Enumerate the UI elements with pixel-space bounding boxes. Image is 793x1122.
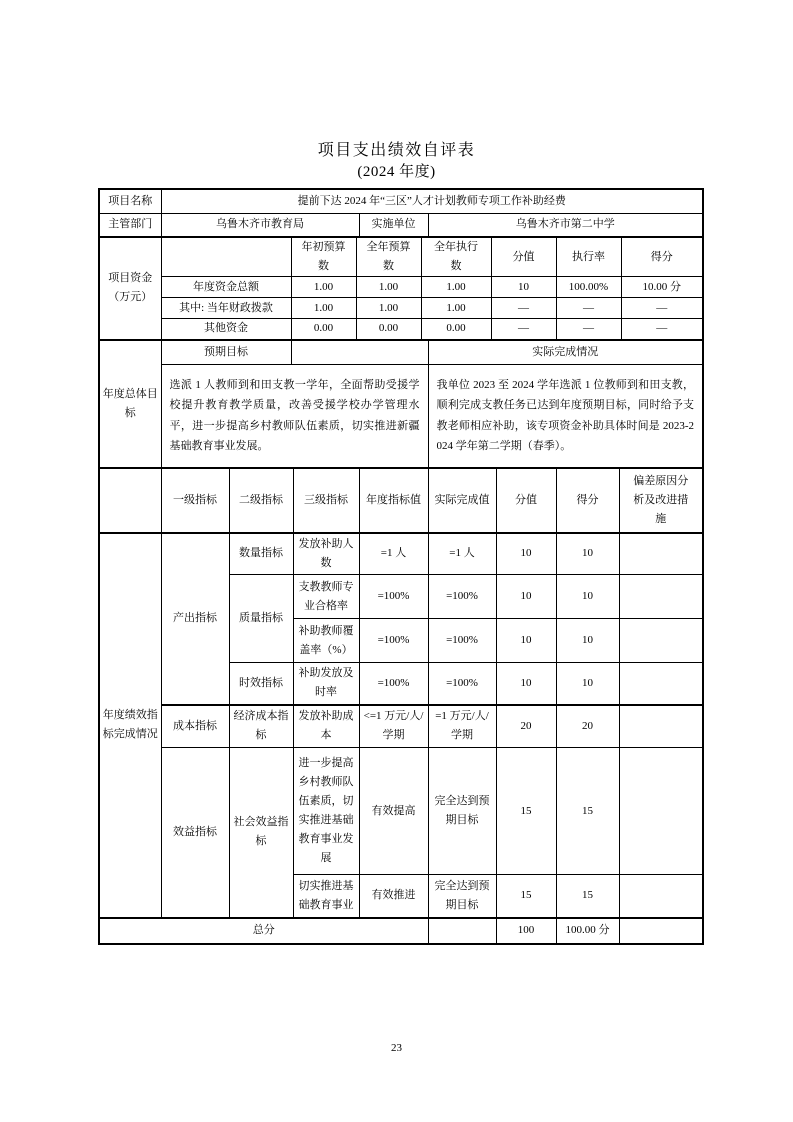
total-points: 100	[496, 918, 556, 944]
level3-cell: 切实推进基础教育事业	[293, 875, 359, 918]
indicators-header-row	[99, 468, 703, 533]
level3-cell: 补助教师覆盖率（%）	[293, 619, 359, 663]
score-cell: 10	[556, 575, 619, 619]
total-blank	[428, 918, 496, 944]
deviation-cell	[619, 575, 703, 619]
header-level2: 二级指标	[229, 468, 293, 533]
funds-header-annual: 全年预算数	[356, 237, 421, 277]
actual-cell: =100%	[428, 619, 496, 663]
funds-row-fiscal	[99, 298, 703, 319]
target-cell: <=1 万元/人/学期	[359, 705, 428, 748]
expected-goal-text: 选派 1 人教师到和田支教一学年，全面帮助受援学校提升教育教学质量，改善受援学校办学管理水平，进一步提高乡村教师队伍素质，切实推进新疆基础教育事业发展。	[161, 365, 428, 468]
funds-points: 10	[491, 277, 556, 298]
funds-executed: 1.00	[421, 277, 491, 298]
total-row	[99, 918, 703, 944]
header-actual: 实际完成值	[428, 468, 496, 533]
indicator-row	[99, 705, 703, 748]
dept-value: 乌鲁木齐市教育局	[161, 213, 359, 237]
score-cell: 10	[556, 663, 619, 705]
points-cell: 20	[496, 705, 556, 748]
target-cell: =100%	[359, 575, 428, 619]
funds-score: —	[621, 319, 703, 340]
level3-cell: 支教教师专业合格率	[293, 575, 359, 619]
level2-timeliness: 时效指标	[229, 663, 293, 705]
project-name-label: 项目名称	[99, 189, 161, 213]
actual-cell: =1 人	[428, 533, 496, 575]
actual-cell: =100%	[428, 575, 496, 619]
deviation-cell	[619, 663, 703, 705]
level1-cost: 成本指标	[161, 705, 229, 748]
annual-goal-label: 年度总体目标	[99, 340, 161, 468]
funds-initial: 1.00	[291, 298, 356, 319]
goal-blank-header	[291, 340, 428, 365]
target-cell: =100%	[359, 619, 428, 663]
level1-benefit: 效益指标	[161, 748, 229, 918]
points-cell: 10	[496, 663, 556, 705]
level3-cell: 发放补助人数	[293, 533, 359, 575]
page-number: 23	[391, 1042, 402, 1054]
actual-cell: =100%	[428, 663, 496, 705]
funds-rate: 100.00%	[556, 277, 621, 298]
target-cell: =100%	[359, 663, 428, 705]
points-cell: 15	[496, 748, 556, 875]
level2-economic-cost: 经济成本指标	[229, 705, 293, 748]
funds-blank-header	[161, 237, 291, 277]
indicator-row	[99, 533, 703, 575]
indicators-section	[98, 467, 704, 945]
level3-cell: 发放补助成本	[293, 705, 359, 748]
points-cell: 10	[496, 619, 556, 663]
indicators-section-label: 年度绩效指标完成情况	[99, 533, 161, 918]
target-cell: =1 人	[359, 533, 428, 575]
page-subtitle: (2024 年度)	[357, 164, 436, 180]
indicator-row	[99, 748, 703, 875]
deviation-cell	[619, 705, 703, 748]
deviation-cell	[619, 533, 703, 575]
header-score: 得分	[556, 468, 619, 533]
indicators-blank-header	[99, 468, 161, 533]
header-points: 分值	[496, 468, 556, 533]
funds-score: 10.00 分	[621, 277, 703, 298]
deviation-cell	[619, 748, 703, 875]
self-evaluation-table	[98, 188, 702, 945]
funds-rate: —	[556, 319, 621, 340]
level3-cell: 补助发放及时率	[293, 663, 359, 705]
score-cell: 15	[556, 875, 619, 918]
funds-section-label: 项目资金（万元）	[99, 237, 161, 340]
funds-annual: 1.00	[356, 277, 421, 298]
funds-executed: 1.00	[421, 298, 491, 319]
funds-row-label: 其他资金	[161, 319, 291, 340]
funds-header-score: 得分	[621, 237, 703, 277]
funds-header-rate: 执行率	[556, 237, 621, 277]
total-label: 总分	[99, 918, 428, 944]
deviation-cell	[619, 875, 703, 918]
actual-completion-text: 我单位 2023 至 2024 学年选派 1 位教师到和田支教，顺利完成支教任务已达到年度预期目标，同时给予支教老师相应补助，该专项资金补助具体时间是 2023-2024 学年第二学期（春季）。	[428, 365, 703, 468]
impl-unit-value: 乌鲁木齐市第二中学	[428, 213, 703, 237]
level3-cell: 进一步提高乡村教师队伍素质，切实推进基础教育事业发展	[293, 748, 359, 875]
funds-score: —	[621, 298, 703, 319]
expected-goal-header: 预期目标	[161, 340, 291, 365]
header-deviation: 偏差原因分析及改进措施	[619, 468, 703, 533]
actual-cell: 完全达到预期目标	[428, 875, 496, 918]
target-cell: 有效推进	[359, 875, 428, 918]
funds-header-executed: 全年执行数	[421, 237, 491, 277]
funds-annual: 0.00	[356, 319, 421, 340]
basic-info-section	[98, 188, 704, 238]
funds-section	[98, 236, 704, 341]
points-cell: 15	[496, 875, 556, 918]
score-cell: 20	[556, 705, 619, 748]
actual-cell: =1 万元/人/学期	[428, 705, 496, 748]
funds-row-label: 年度资金总额	[161, 277, 291, 298]
page-title: 项目支出绩效自评表	[317, 142, 476, 159]
funds-row-other	[99, 319, 703, 340]
total-deviation-blank	[619, 918, 703, 944]
dept-label: 主管部门	[99, 213, 161, 237]
target-cell: 有效提高	[359, 748, 428, 875]
points-cell: 10	[496, 533, 556, 575]
funds-header-initial: 年初预算数	[291, 237, 356, 277]
funds-row-label: 其中: 当年财政拨款	[161, 298, 291, 319]
funds-row-total	[99, 277, 703, 298]
impl-unit-label: 实施单位	[359, 213, 428, 237]
header-level3: 三级指标	[293, 468, 359, 533]
funds-header-points: 分值	[491, 237, 556, 277]
funds-points: —	[491, 319, 556, 340]
points-cell: 10	[496, 575, 556, 619]
score-cell: 10	[556, 533, 619, 575]
funds-rate: —	[556, 298, 621, 319]
funds-annual: 1.00	[356, 298, 421, 319]
funds-points: —	[491, 298, 556, 319]
funds-initial: 1.00	[291, 277, 356, 298]
level2-social-benefit: 社会效益指标	[229, 748, 293, 918]
header-level1: 一级指标	[161, 468, 229, 533]
project-name-value: 提前下达 2024 年“三区”人才计划教师专项工作补助经费	[161, 189, 703, 213]
score-cell: 10	[556, 619, 619, 663]
level2-quality: 质量指标	[229, 575, 293, 663]
funds-executed: 0.00	[421, 319, 491, 340]
funds-initial: 0.00	[291, 319, 356, 340]
actual-completion-header: 实际完成情况	[428, 340, 703, 365]
level2-quantity: 数量指标	[229, 533, 293, 575]
header-target: 年度指标值	[359, 468, 428, 533]
actual-cell: 完全达到预期目标	[428, 748, 496, 875]
level1-output: 产出指标	[161, 533, 229, 705]
deviation-cell	[619, 619, 703, 663]
annual-goal-section	[98, 339, 704, 469]
score-cell: 15	[556, 748, 619, 875]
total-score: 100.00 分	[556, 918, 619, 944]
